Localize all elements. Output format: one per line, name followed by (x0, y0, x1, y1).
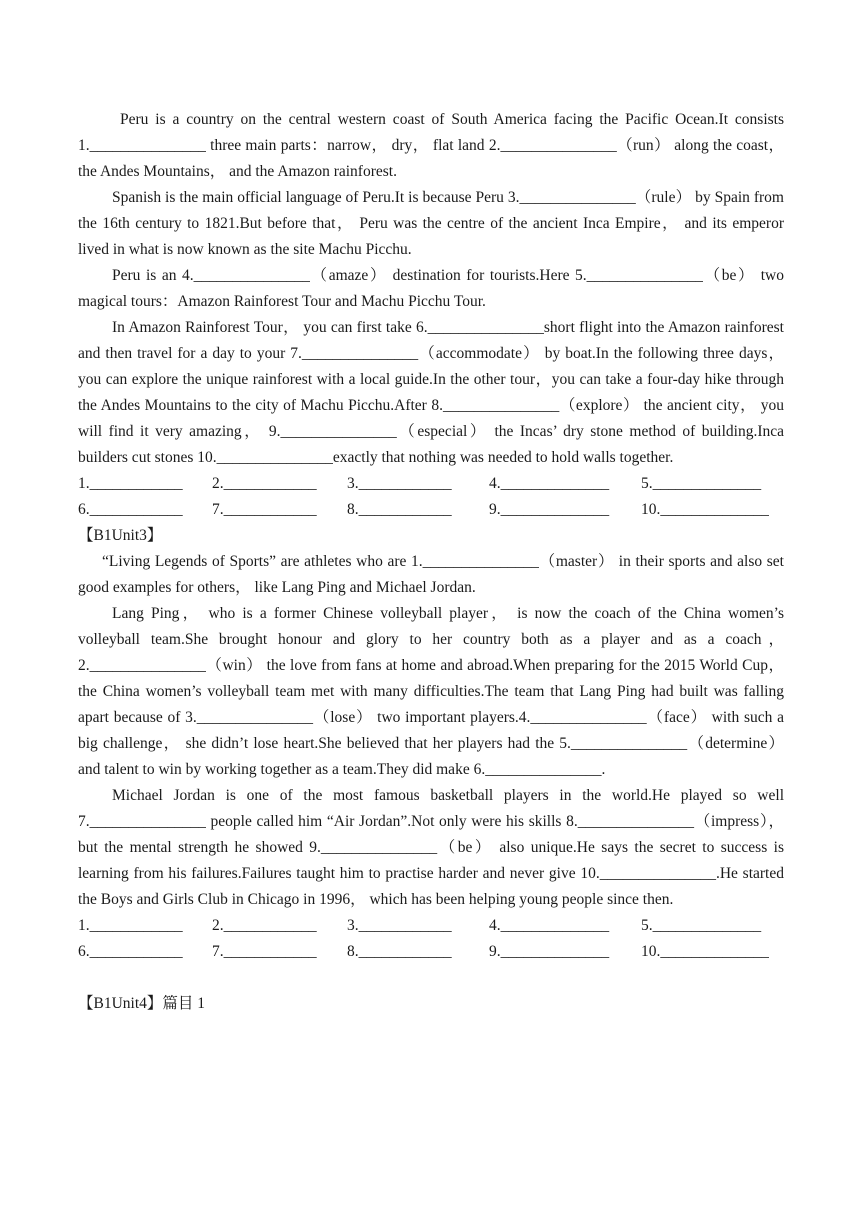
answer-blank: 4.______________ (489, 917, 610, 934)
spacer (78, 965, 784, 991)
peru-paragraph-3: Peru is an 4._______________（amaze） destination for tourists.Here 5._______________（be） two magical tours：Amazon Rainforest Tour and Machu Picchu Tour. (78, 267, 784, 310)
answer-blank: 2.____________ (212, 475, 317, 492)
answer-row (78, 939, 784, 965)
answer-row (78, 471, 784, 497)
answer-blank: 3.____________ (347, 917, 452, 934)
answer-blank: 1.____________ (78, 475, 183, 492)
unit3-answer-blanks (78, 913, 784, 965)
answer-blank: 6.____________ (78, 943, 183, 960)
answer-blank: 7.____________ (212, 501, 317, 518)
answer-blank: 9.______________ (489, 943, 610, 960)
section-heading-unit4: 【B1Unit4】篇目 1 (78, 995, 206, 1012)
answer-blank: 6.____________ (78, 501, 183, 518)
peru-answer-blanks (78, 471, 784, 523)
answer-blank: 5.______________ (641, 475, 762, 492)
section-heading-unit3: 【B1Unit3】 (78, 527, 163, 544)
document-page (78, 107, 784, 1017)
unit3-paragraph-1: “Living Legends of Sports” are athletes who are 1._______________（master） in their sports and also set good examples for others， like Lang Ping and Michael Jordan. (78, 553, 784, 596)
peru-paragraph-2: Spanish is the main official language of Peru.It is because Peru 3._______________（rule） by Spain from the 16th century to 1821.But before that， Peru was the centre of the ancient Inca Empire， and its emperor lived in what is now known as the site Machu Picchu. (78, 189, 784, 258)
answer-row (78, 497, 784, 523)
answer-blank: 8.____________ (347, 501, 452, 518)
answer-blank: 4.______________ (489, 475, 610, 492)
answer-blank: 3.____________ (347, 475, 452, 492)
unit3-paragraph-2: Lang Ping， who is a former Chinese volleyball player， is now the coach of the China women’s volleyball team.She brought honour and glory to her country both as a player and as a coach， 2._______________（win） the love from fans at home and abroad.When preparing for the 2015 World Cup， the China women’s volleyball team met with many difficulties.The team that Lang Ping had built was falling apart because of 3._______________（lose） two important players.4._______________（face） with such a big challenge， she didn’t lose heart.She believed that her players had the 5._______________（determine） and talent to win by working together as a team.They did make 6._______________. (78, 605, 784, 778)
peru-paragraph-4: In Amazon Rainforest Tour， you can first take 6._______________short flight into the Amazon rainforest and then travel for a day to your 7._______________（accommodate） by boat.In the following three days， you can explore the unique rainforest with a local guide.In the other tour，you can take a four-day hike through the Andes Mountains to the city of Machu Picchu.After 8._______________（explore） the ancient city， you will find it very amazing， 9._______________（especial） the Incas’ dry stone method of building.Inca builders cut stones 10._______________exactly that nothing was needed to hold walls together. (78, 319, 784, 466)
answer-blank: 8.____________ (347, 943, 452, 960)
answer-row (78, 913, 784, 939)
answer-blank: 10.______________ (641, 943, 769, 960)
peru-paragraph-1: Peru is a country on the central western coast of South America facing the Pacific Ocean.It consists 1._______________ three main parts：narrow， dry， flat land 2._______________（run） along the coast， the Andes Mountains， and the Amazon rainforest. (78, 111, 784, 180)
answer-blank: 5.______________ (641, 917, 762, 934)
answer-blank: 10.______________ (641, 501, 769, 518)
answer-blank: 2.____________ (212, 917, 317, 934)
answer-blank: 9.______________ (489, 501, 610, 518)
unit3-paragraph-3: Michael Jordan is one of the most famous basketball players in the world.He played so well 7._______________ people called him “Air Jordan”.Not only were his skills 8._______________（impress）， but the mental strength he showed 9._______________（be） also unique.He says the secret to success is learning from his failures.Failures taught him to practise harder and never give 10._______________.He started the Boys and Girls Club in Chicago in 1996， which has been helping young people since then. (78, 787, 784, 908)
answer-blank: 1.____________ (78, 917, 183, 934)
answer-blank: 7.____________ (212, 943, 317, 960)
